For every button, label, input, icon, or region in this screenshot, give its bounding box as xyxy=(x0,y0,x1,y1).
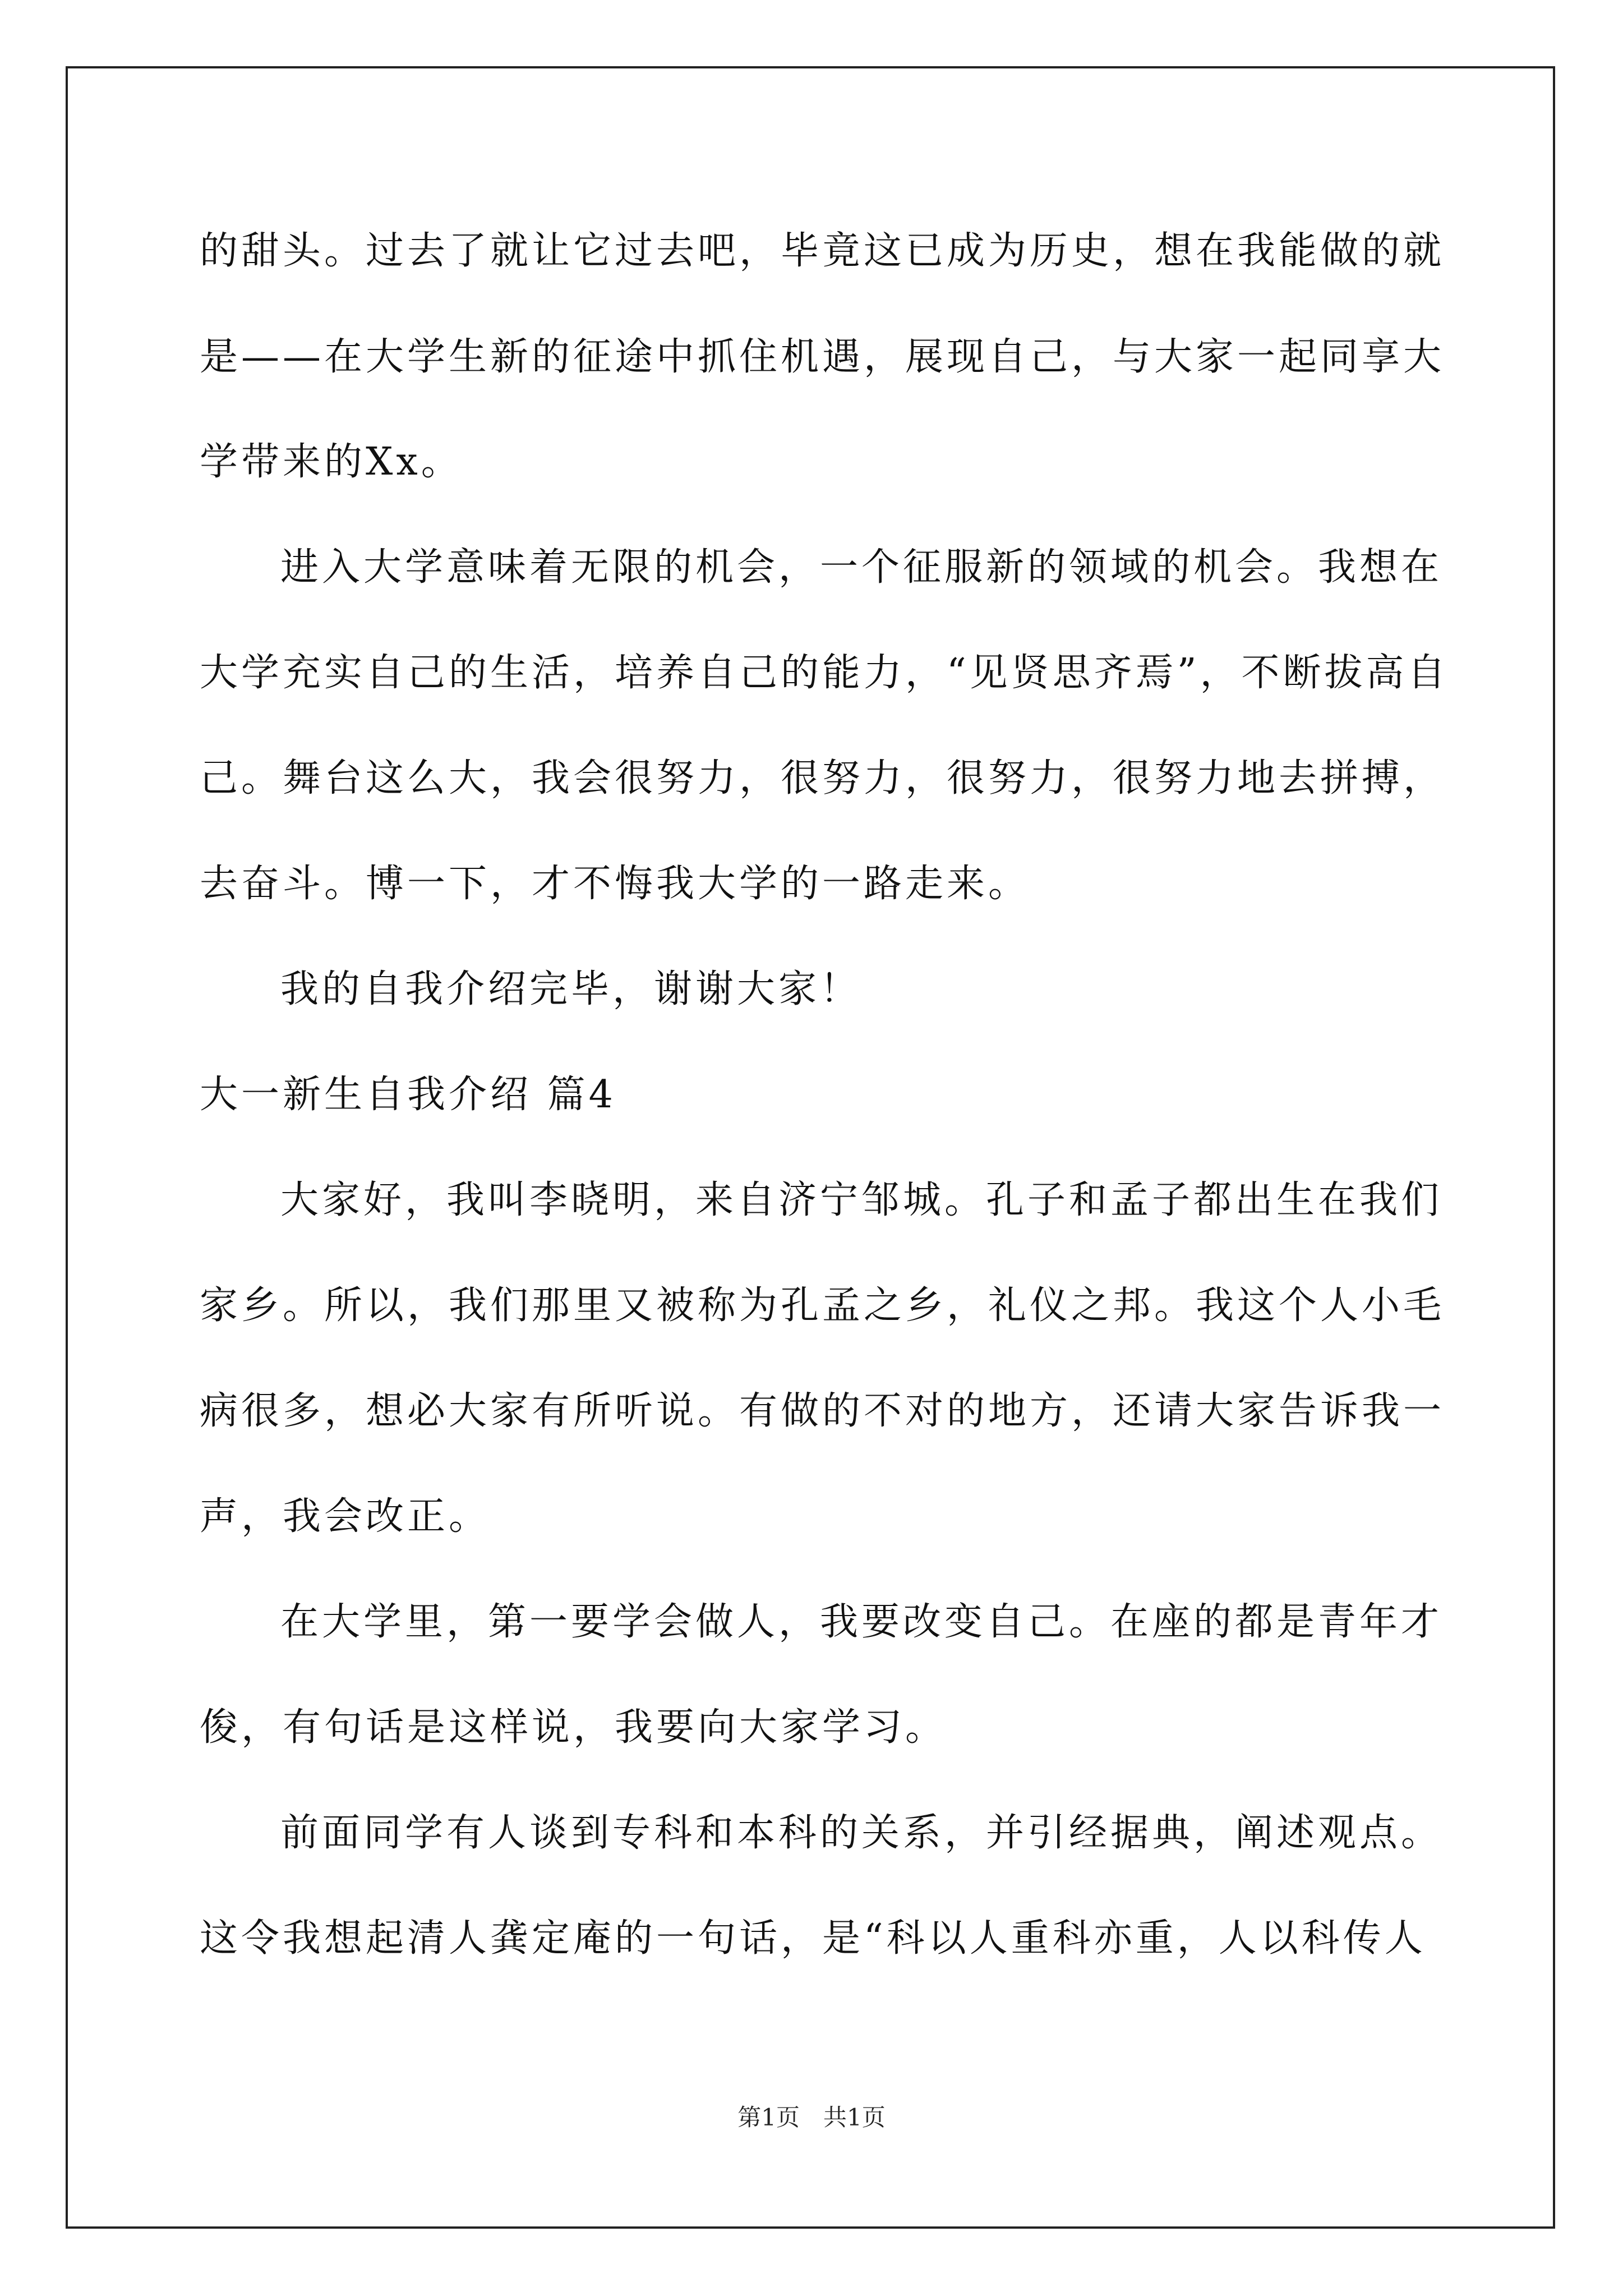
text-line: 家乡。所以，我们那里又被称为孔孟之乡，礼仪之邦。我这个人小毛 xyxy=(200,1283,1445,1328)
text-line: 我的自我介绍完毕，谢谢大家！ xyxy=(280,967,862,1011)
text-line: 去奋斗。博一下，才不悔我大学的一路走来。 xyxy=(200,862,1030,906)
page-border xyxy=(66,66,1555,2229)
text-line: 大学充实自己的生活，培养自己的能力，“见贤思齐焉”，不断拔高自 xyxy=(200,651,1449,695)
text-line: 的甜头。过去了就让它过去吧，毕竟这已成为历史，想在我能做的就 xyxy=(200,229,1445,273)
text-line: 俊，有句话是这样说，我要向大家学习。 xyxy=(200,1705,947,1750)
text-line: 学带来的Xx。 xyxy=(200,440,463,484)
section-heading: 大一新生自我介绍 篇4 xyxy=(200,1073,616,1117)
text-line: 是——在大学生新的征途中抓住机遇，展现自己，与大家一起同享大 xyxy=(200,335,1445,379)
text-line: 这令我想起清人龚定庵的一句话，是“科以人重科亦重，人以科传人 xyxy=(200,1916,1426,1961)
text-line: 前面同学有人谈到专科和本科的关系，并引经据典，阐述观点。 xyxy=(280,1811,1443,1855)
text-line: 大家好，我叫李晓明，来自济宁邹城。孔子和孟子都出生在我们 xyxy=(280,1178,1443,1222)
page-footer: 第1页 共1页 xyxy=(737,2104,886,2131)
text-line: 在大学里，第一要学会做人，我要改变自己。在座的都是青年才 xyxy=(280,1600,1443,1644)
text-line: 己。舞台这么大，我会很努力，很努力，很努力，很努力地去拼搏， xyxy=(200,756,1445,800)
text-line: 进入大学意味着无限的机会，一个征服新的领域的机会。我想在 xyxy=(280,545,1443,590)
text-line: 声，我会改正。 xyxy=(200,1494,491,1539)
text-line: 病很多，想必大家有所听说。有做的不对的地方，还请大家告诉我一 xyxy=(200,1389,1445,1433)
